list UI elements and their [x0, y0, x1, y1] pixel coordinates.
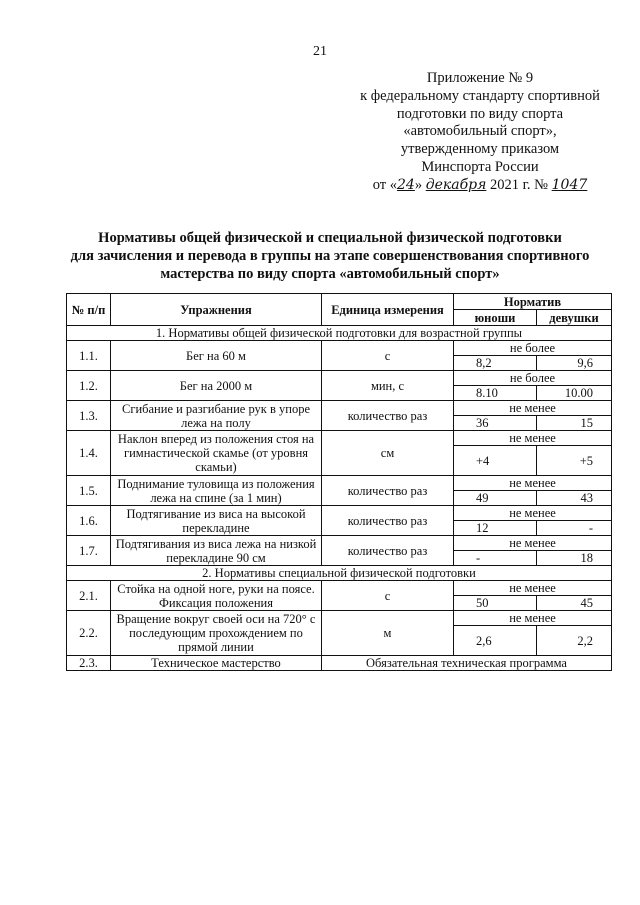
header-girls: девушки	[537, 310, 612, 326]
row-qualifier: не менее	[454, 506, 612, 521]
header-norm: Норматив	[454, 294, 612, 310]
page-number: 21	[313, 44, 327, 59]
table-row	[67, 371, 612, 386]
row-num: 1.3.	[67, 401, 111, 431]
row-unit: м	[322, 611, 454, 656]
handwritten-day: 24	[397, 176, 415, 193]
girls-value: 45	[537, 596, 612, 611]
row-unit: см	[322, 431, 454, 476]
row-num: 2.3.	[67, 656, 111, 671]
document-title	[40, 229, 620, 283]
handwritten-order-number: 1047	[551, 176, 588, 193]
table-row	[67, 431, 612, 446]
row-unit: с	[322, 341, 454, 371]
row-qualifier: не менее	[454, 536, 612, 551]
appendix-line: Минспорта России	[421, 158, 539, 175]
girls-value: 2,2	[537, 626, 612, 656]
girls-value: -	[537, 521, 612, 536]
table-row	[67, 611, 612, 626]
row-exercise: Бег на 60 м	[111, 341, 322, 371]
row-num: 1.6.	[67, 506, 111, 536]
row-exercise: Наклон вперед из положения стоя на гимнастической скамье (от уровня скамьи)	[111, 431, 322, 476]
appendix-line: утвержденному приказом	[400, 141, 560, 158]
row-exercise: Вращение вокруг своей оси на 720° с последующим прохождением по прямой линии	[111, 611, 322, 656]
row-qualifier: не менее	[454, 431, 612, 446]
table-row	[67, 581, 612, 596]
table-row	[67, 506, 612, 521]
appendix-line: «автомобильный спорт»,	[403, 123, 557, 140]
row-qualifier: не более	[454, 371, 612, 386]
section-2-header: 2. Нормативы специальной физической подготовки	[67, 566, 612, 581]
row-unit: количество раз	[322, 401, 454, 431]
appendix-line: Приложение № 9	[426, 70, 534, 86]
boys-value: -	[454, 551, 537, 566]
row-exercise: Подтягивание из виса на высокой перекладине	[111, 506, 322, 536]
boys-value: +4	[454, 446, 537, 476]
table-row	[67, 656, 612, 671]
row-num: 1.4.	[67, 431, 111, 476]
girls-value: +5	[537, 446, 612, 476]
date-mid: »	[414, 176, 423, 193]
boys-value: 8.10	[454, 386, 537, 401]
section-1-header: 1. Нормативы общей физической подготовки для возрастной группы	[67, 326, 612, 341]
table-row	[67, 536, 612, 551]
boys-value: 36	[454, 416, 537, 431]
order-date-line	[330, 177, 630, 195]
date-prefix: от «	[372, 176, 397, 193]
row-unit: количество раз	[322, 506, 454, 536]
girls-value: 15	[537, 416, 612, 431]
girls-value: 9,6	[537, 356, 612, 371]
row-unit: с	[322, 581, 454, 611]
handwritten-month: декабря	[425, 176, 487, 193]
row-qualifier: не менее	[454, 611, 612, 626]
row-unit: количество раз	[322, 476, 454, 506]
row-qualifier: не менее	[454, 581, 612, 596]
header-exercise: Упражнения	[111, 294, 322, 326]
date-year: 2021 г. №	[489, 176, 549, 193]
row-exercise: Бег на 2000 м	[111, 371, 322, 401]
appendix-line: подготовки по виду спорта	[396, 105, 564, 122]
row-program: Обязательная техническая программа	[322, 656, 612, 671]
row-unit: количество раз	[322, 536, 454, 566]
table-row	[67, 476, 612, 491]
girls-value: 43	[537, 491, 612, 506]
row-exercise: Техническое мастерство	[111, 656, 322, 671]
row-num: 1.7.	[67, 536, 111, 566]
row-exercise: Поднимание туловища из положения лежа на спине (за 1 мин)	[111, 476, 322, 506]
row-num: 1.2.	[67, 371, 111, 401]
header-unit: Единица измерения	[322, 294, 454, 326]
table-row	[67, 401, 612, 416]
appendix-block	[330, 70, 630, 195]
boys-value: 8,2	[454, 356, 537, 371]
row-qualifier: не более	[454, 341, 612, 356]
title-line: Нормативы общей физической и специальной физической подготовки	[98, 230, 562, 246]
boys-value: 12	[454, 521, 537, 536]
girls-value: 10.00	[537, 386, 612, 401]
row-exercise: Стойка на одной ноге, руки на поясе. Фиксация положения	[111, 581, 322, 611]
norms-table	[66, 293, 612, 671]
appendix-line: к федеральному стандарту спортивной	[360, 87, 600, 104]
row-qualifier: не менее	[454, 476, 612, 491]
header-num: № п/п	[67, 294, 111, 326]
row-unit: мин, с	[322, 371, 454, 401]
boys-value: 50	[454, 596, 537, 611]
row-num: 1.1.	[67, 341, 111, 371]
row-num: 2.1.	[67, 581, 111, 611]
row-num: 2.2.	[67, 611, 111, 656]
row-exercise: Подтягивания из виса лежа на низкой перекладине 90 см	[111, 536, 322, 566]
row-qualifier: не менее	[454, 401, 612, 416]
row-exercise: Сгибание и разгибание рук в упоре лежа на полу	[111, 401, 322, 431]
title-line: для зачисления и перевода в группы на этапе совершенствования спортивного	[70, 248, 590, 264]
girls-value: 18	[537, 551, 612, 566]
row-num: 1.5.	[67, 476, 111, 506]
boys-value: 2,6	[454, 626, 537, 656]
title-line: мастерства по виду спорта «автомобильный спорт»	[160, 266, 500, 282]
table-row	[67, 341, 612, 356]
boys-value: 49	[454, 491, 537, 506]
header-boys: юноши	[454, 310, 537, 326]
